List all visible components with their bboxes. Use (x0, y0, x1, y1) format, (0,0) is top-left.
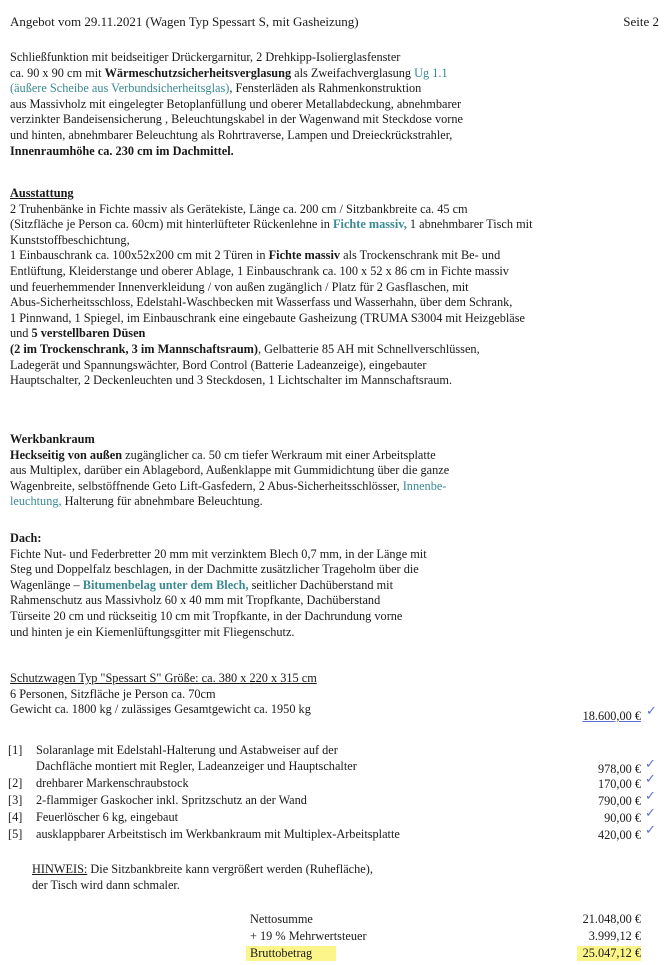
section-heading: Dach: (10, 531, 42, 545)
text-line: Fichte Nut- und Federbretter 20 mm mit verzinktem Blech 0,7 mm, in der Länge mit (10, 546, 427, 561)
base-price: 18.600,00 € (582, 709, 641, 723)
checkmark-icon: ✓ (646, 704, 657, 719)
checkmark-icon: ✓ (645, 806, 656, 821)
text-line (10, 326, 533, 342)
dach-section (10, 531, 427, 640)
text-line: Steg und Doppelfalz beschlagen, in der Dachmitte zusätzlicher Trageholm über die (10, 562, 419, 577)
werkbank-section (10, 432, 449, 510)
option-price: 790,00 € (597, 794, 641, 808)
text-line: 2 Truhenbänke in Fichte massiv als Gerätekiste, Länge ca. 200 cm / Sitzbankbreite ca. 45 cm (10, 201, 468, 216)
hinweis-label: HINWEIS: (32, 862, 88, 876)
option-text: ausklappbarer Arbeitstisch im Werkbankraum mit Multiplex-Arbeitsplatte (36, 827, 400, 841)
option-price: 420,00 € (597, 828, 641, 842)
text-line (10, 494, 449, 510)
text-span: , Gelbatterie 85 AH mit Schnellverschlüssen, (258, 341, 480, 356)
text-span-bold: Fichte massiv (268, 248, 341, 263)
text-span: Wagenbreite, selbstöffnende Geto Lift-Gasfedern, 2 Abus-Sicherheitsschlösser, (10, 478, 403, 493)
section-heading: Werkbankraum (10, 432, 95, 446)
text-span-bold: 5 verstellbaren Düsen (31, 326, 146, 341)
option-number: [3] (8, 793, 23, 807)
page-number: Seite 2 (623, 14, 659, 29)
text-line: aus Massivholz mit eingelegter Betoplanfüllung und oberer Metallabdeckung, abnehmbarer (10, 96, 462, 111)
option-number: [1] (8, 743, 23, 757)
option-text: Solaranlage mit Edelstahl-Halterung und Astabweiser auf der (36, 743, 338, 757)
text-span: , Fensterläden als Rahmenkonstruktion (229, 81, 422, 96)
option-number: [4] (8, 810, 23, 824)
hinweis-note-line2: der Tisch wird dann schmaler. (32, 878, 180, 892)
option-price: 170,00 € (597, 777, 641, 791)
text-line (10, 479, 449, 495)
text-span: als Trockenschrank mit Be- und (340, 248, 501, 263)
hinweis-text: Die Sitzbankbreite kann vergrößert werden (Ruhefläche), (87, 862, 373, 876)
text-line (10, 66, 463, 82)
text-span: (Sitzfläche je Person ca. 60cm) mit hinterlüfteter Rückenlehne in (10, 217, 334, 232)
text-line: und hinten, abnehmbarer Beleuchtung als Rohrtraverse, Lampen und Dreieckrückstrahler, (10, 127, 453, 142)
text-span-colored: Bitumenbelag unter dem Blech, (82, 577, 249, 592)
text-line: und feuerhemmender Innenverkleidung / von außen zugänglich / Platz für 2 Gasflaschen, mit (10, 279, 469, 294)
hinweis-note (32, 862, 373, 877)
text-line: 6 Personen, Sitzfläche je Person ca. 70cm (10, 686, 216, 701)
text-span-bold: Wärmeschutzsicherheitsverglasung (104, 65, 292, 80)
option-number: [2] (8, 776, 23, 790)
text-line (10, 578, 427, 594)
text-line (10, 448, 449, 464)
text-span: 1 Einbauschrank ca. 100x52x200 cm mit 2 Türen in (10, 248, 269, 263)
intro-paragraph (10, 50, 463, 159)
document-title: Angebot vom 29.11.2021 (Wagen Typ Spessart S, mit Gasheizung) (10, 14, 359, 29)
option-text: Dachfläche montiert mit Regler, Ladeanzeiger und Hauptschalter (36, 759, 357, 773)
checkmark-icon: ✓ (645, 789, 656, 804)
option-price: 978,00 € (597, 762, 641, 776)
text-line: aus Multiplex, darüber ein Ablagebord, Außenklappe mit Gummidichtung über die ganze (10, 463, 450, 478)
text-line: Rahmenschutz aus Massivholz 60 x 40 mm mit Tropfkante, Dachüberstand (10, 593, 381, 608)
product-title: Schutzwagen Typ "Spessart S" Größe: ca. 380 x 220 x 315 cm (10, 671, 317, 685)
text-span-colored: Fichte massiv, (333, 217, 407, 232)
text-line (10, 342, 533, 358)
text-span-colored: Innenbe- (402, 478, 447, 493)
text-line-bold: Innenraumhöhe ca. 230 cm im Dachmittel. (10, 143, 234, 158)
text-line: Türseite 20 cm und rückseitig 10 cm mit Tropfkante, in der Dachrundung vorne (10, 608, 403, 623)
net-amount: 21.048,00 € (582, 912, 641, 926)
text-span: Halterung für abnehmbare Beleuchtung. (61, 494, 263, 509)
text-line: Schließfunktion mit beidseitiger Drückergarnitur, 2 Drehkipp-Isolierglasfenster (10, 50, 401, 64)
summary-block (10, 671, 317, 718)
text-span: ca. 90 x 90 cm mit (10, 65, 105, 80)
text-span: Wagenlänge – (10, 577, 83, 592)
vat-label: + 19 % Mehrwertsteuer (250, 929, 367, 943)
option-text: drehbarer Markenschraubstock (36, 776, 189, 790)
text-span-colored: leuchtung, (10, 494, 62, 509)
checkmark-icon: ✓ (645, 823, 656, 838)
text-line: Abus-Sicherheitsschloss, Edelstahl-Waschbecken mit Wasserfass und Wasserhahn, über dem Schrank, (10, 295, 513, 310)
text-line (10, 248, 533, 264)
text-line: Ladegerät und Spannungswächter, Bord Control (Batterie Ladeanzeige), eingebauter (10, 357, 427, 372)
vat-amount: 3.999,12 € (588, 929, 641, 943)
gross-label: Bruttobetrag (246, 946, 336, 961)
text-line: Gewicht ca. 1800 kg / zulässiges Gesamtgewicht ca. 1950 kg (10, 702, 311, 717)
text-span: als Zweifachverglasung (291, 65, 415, 80)
text-line: und hinten je ein Kiemenlüftungsgitter mit Fliegenschutz. (10, 624, 295, 639)
section-heading: Ausstattung (10, 186, 74, 200)
text-line (10, 217, 533, 233)
text-line: Entlüftung, Kleiderstange und oberer Ablage, 1 Einbauschrank ca. 100 x 52 x 86 cm in Fichte massiv (10, 263, 509, 278)
net-label: Nettosumme (250, 912, 313, 926)
text-span: seitlicher Dachüberstand mit (248, 577, 393, 592)
option-price: 90,00 € (604, 811, 641, 825)
checkmark-icon: ✓ (645, 772, 656, 787)
text-line: verzinkter Bandeisensicherung , Beleuchtungskabel in der Wagenwand mit Steckdose vorne (10, 112, 463, 127)
gross-amount: 25.047,12 € (577, 946, 641, 961)
option-number: [5] (8, 827, 23, 841)
text-span: zugänglicher ca. 50 cm tiefer Werkraum mit einer Arbeitsplatte (122, 447, 436, 462)
text-line: Kunststoffbeschichtung, (10, 232, 130, 247)
text-line: Hauptschalter, 2 Deckenleuchten und 3 Steckdosen, 1 Lichtschalter im Mannschaftsraum. (10, 373, 453, 388)
text-span: und (10, 326, 32, 341)
text-span-colored: Ug 1.1 (414, 65, 448, 80)
text-span-bold: Heckseitig von außen (10, 447, 123, 462)
option-text: 2-flammiger Gaskocher inkl. Spritzschutz an der Wand (36, 793, 307, 807)
checkmark-icon: ✓ (645, 757, 656, 772)
text-line (10, 81, 463, 97)
text-span: 1 abnehmbarer Tisch mit (406, 217, 533, 232)
option-text: Feuerlöscher 6 kg, eingebaut (36, 810, 179, 824)
text-span-colored: (äußere Scheibe aus Verbundsicherheitsglas) (10, 81, 230, 96)
ausstattung-section (10, 186, 533, 389)
text-span-bold: (2 im Trockenschrank, 3 im Mannschaftsraum) (10, 341, 258, 356)
text-line: 1 Pinnwand, 1 Spiegel, im Einbauschrank eine eingebaute Gasheizung (TRUMA S3004 mit Heizgebläse (10, 310, 525, 325)
